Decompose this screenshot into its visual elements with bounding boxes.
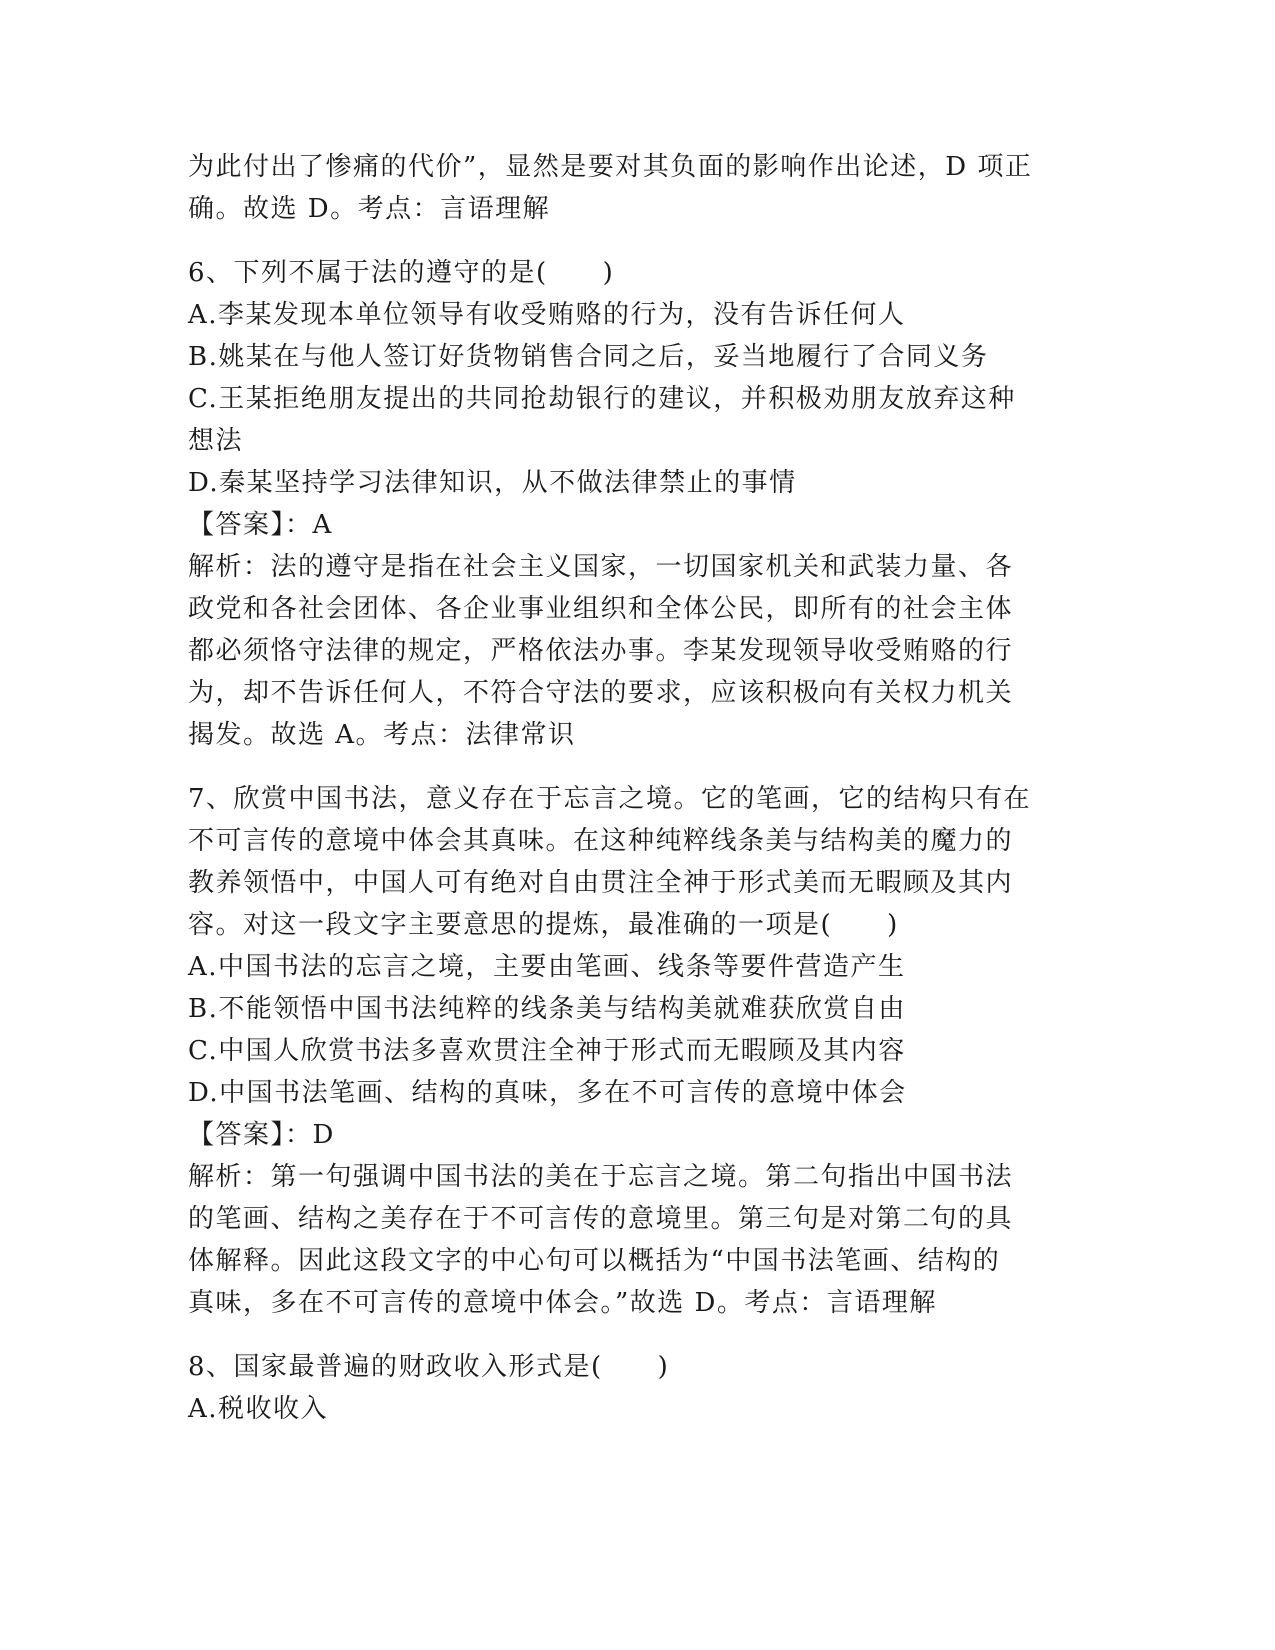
question-8 <box>188 1346 1088 1430</box>
option-d: D.秦某坚持学习法律知识，从不做法律禁止的事情 <box>188 468 797 498</box>
option-c-continued: 想法 <box>188 426 244 456</box>
option-d: D.中国书法笔画、结构的真味，多在不可言传的意境中体会 <box>188 1078 907 1108</box>
text-line: 为此付出了惨痛的代价”，显然是要对其负面的影响作出论述，D 项正 <box>188 152 1033 182</box>
question-stem: 不可言传的意境中体会其真味。在这种纯粹线条美与结构美的魔力的 <box>188 826 1014 856</box>
analysis-line: 解析：法的遵守是指在社会主义国家，一切国家机关和武装力量、各 <box>188 552 1014 582</box>
document-page <box>188 146 1088 1430</box>
question-stem: 6、下列不属于法的遵守的是( ) <box>188 258 615 288</box>
analysis-line: 为，却不告诉任何人，不符合守法的要求，应该积极向有关权力机关 <box>188 678 1014 708</box>
text-line: 确。故选 D。考点：言语理解 <box>188 194 551 224</box>
previous-analysis-tail <box>188 146 1088 230</box>
option-c: C.中国人欣赏书法多喜欢贯注全神于形式而无暇顾及其内容 <box>188 1036 906 1066</box>
question-stem: 7、欣赏中国书法，意义存在于忘言之境。它的笔画，它的结构只有在 <box>188 784 1032 814</box>
analysis-line: 体解释。因此这段文字的中心句可以概括为“中国书法笔画、结构的 <box>188 1246 1001 1276</box>
question-stem: 8、国家最普遍的财政收入形式是( ) <box>188 1352 670 1382</box>
option-a: A.税收收入 <box>188 1394 329 1424</box>
analysis-line: 真味，多在不可言传的意境中体会。”故选 D。考点：言语理解 <box>188 1288 937 1318</box>
question-stem: 容。对这一段文字主要意思的提炼，最准确的一项是( ) <box>188 910 899 940</box>
option-b: B.姚某在与他人签订好货物销售合同之后，妥当地履行了合同义务 <box>188 342 989 372</box>
analysis-line: 政党和各社会团体、各企业事业组织和全体公民，即所有的社会主体 <box>188 594 1014 624</box>
question-7 <box>188 778 1088 1324</box>
option-a: A.中国书法的忘言之境，主要由笔画、线条等要件营造产生 <box>188 952 906 982</box>
question-6 <box>188 252 1088 756</box>
analysis-line: 的笔画、结构之美存在于不可言传的意境里。第三句是对第二句的具 <box>188 1204 1014 1234</box>
analysis-line: 揭发。故选 A。考点：法律常识 <box>188 720 576 750</box>
option-c: C.王某拒绝朋友提出的共同抢劫银行的建议，并积极劝朋友放弃这种 <box>188 384 1016 414</box>
answer-line: 【答案】：A <box>188 510 333 540</box>
analysis-line: 解析：第一句强调中国书法的美在于忘言之境。第二句指出中国书法 <box>188 1162 1014 1192</box>
question-stem: 教养领悟中，中国人可有绝对自由贯注全神于形式美而无暇顾及其内 <box>188 868 1014 898</box>
answer-line: 【答案】：D <box>188 1120 335 1150</box>
analysis-line: 都必须恪守法律的规定，严格依法办事。李某发现领导收受贿赂的行 <box>188 636 1014 666</box>
option-b: B.不能领悟中国书法纯粹的线条美与结构美就难获欣赏自由 <box>188 994 906 1024</box>
option-a: A.李某发现本单位领导有收受贿赂的行为，没有告诉任何人 <box>188 300 906 330</box>
